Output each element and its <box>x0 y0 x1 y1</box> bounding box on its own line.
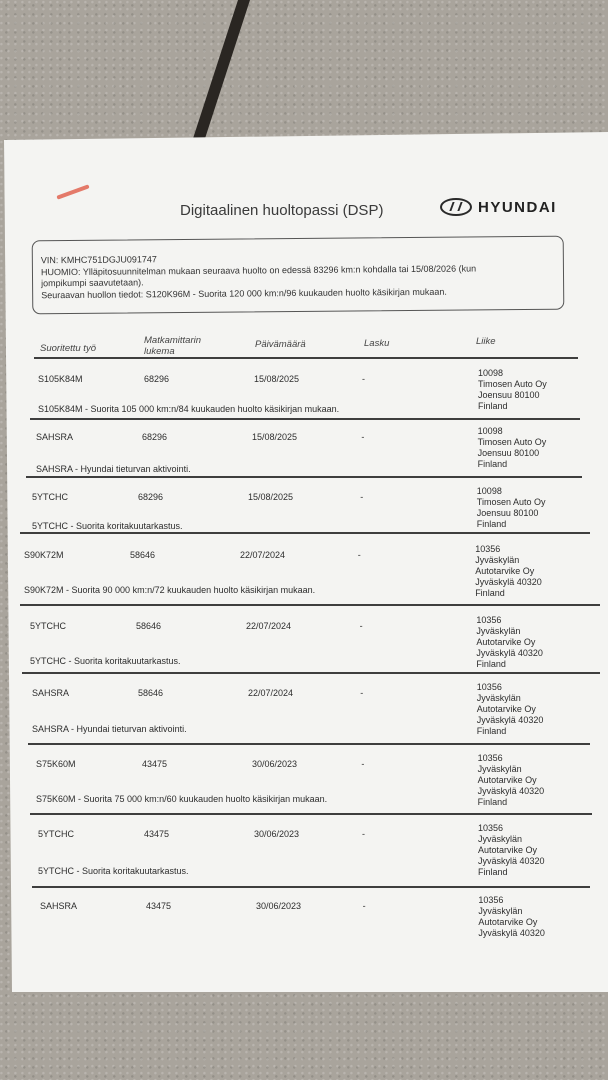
dealer-line: 10356 <box>478 895 504 905</box>
dealer-line: 10356 <box>478 823 504 833</box>
dealer-line: Jyväskylä 40320 <box>476 648 543 658</box>
service-date: 30/06/2023 <box>254 829 300 839</box>
service-description: SAHSRA - Hyundai tieturvan aktivointi. <box>32 724 187 734</box>
brand-name: HYUNDAI <box>478 198 557 216</box>
row-separator <box>20 604 600 606</box>
header-date: Päivämäärä <box>255 339 306 350</box>
dealer-line: Jyväskylä 40320 <box>478 928 545 938</box>
dealer-line: Finland <box>475 588 505 598</box>
service-code: 5YTCHC <box>38 829 75 839</box>
dealer-line: Finland <box>478 401 508 411</box>
dealer-line: 10098 <box>478 368 504 378</box>
odometer-value: 43475 <box>142 759 168 769</box>
odometer-value: 68296 <box>138 492 164 502</box>
dealer-line: Jyväskylän <box>477 764 522 774</box>
header-odometer-2: lukema <box>144 346 175 357</box>
floor-crack <box>189 0 250 150</box>
service-date: 22/07/2024 <box>248 688 294 698</box>
dealer-info <box>478 426 547 470</box>
invoice-value: - <box>362 374 365 384</box>
row-separator <box>28 743 590 745</box>
dealer-line: Finland <box>478 867 508 877</box>
row-separator <box>34 357 578 359</box>
invoice-value: - <box>360 492 364 502</box>
dealer-line: Joensuu 80100 <box>476 508 539 518</box>
dealer-line: Autotarvike Oy <box>478 917 538 927</box>
dealer-line: 10356 <box>477 753 503 763</box>
header-invoice: Lasku <box>364 338 390 349</box>
dealer-line: 10356 <box>475 544 501 554</box>
service-description: S75K60M - Suorita 75 000 km:n/60 kuukauden huolto käsikirjan mukaan. <box>36 794 328 804</box>
dealer-line: Jyväskylän <box>475 555 520 565</box>
dealer-info <box>478 368 547 412</box>
service-description: S90K72M - Suorita 90 000 km:n/72 kuukauden huolto käsikirjan mukaan. <box>24 585 316 595</box>
dealer-line: 10098 <box>477 426 503 436</box>
dealer-line: Jyväskylän <box>478 906 523 916</box>
dealer-line: Autotarvike Oy <box>476 704 536 714</box>
odometer-value: 43475 <box>146 901 172 911</box>
service-date: 15/08/2025 <box>254 374 300 384</box>
dealer-line: Finland <box>477 797 508 807</box>
service-description: 5YTCHC - Suorita koritakuutarkastus. <box>30 656 181 666</box>
odometer-value: 58646 <box>130 550 156 560</box>
dealer-line: Finland <box>477 459 508 469</box>
service-description: 5YTCHC - Suorita koritakuutarkastus. <box>32 521 183 531</box>
service-description: SAHSRA - Hyundai tieturvan aktivointi. <box>36 464 191 474</box>
header-odometer-1: Matkamittarin <box>144 335 202 346</box>
invoice-value: - <box>362 901 366 911</box>
vin-line: VIN: KMHC751DGJU091747 <box>40 254 157 266</box>
dealer-line: Autotarvike Oy <box>478 845 538 855</box>
row-separator <box>26 476 582 478</box>
dealer-line: Jyväskylän <box>478 834 523 844</box>
notice-box <box>32 236 565 315</box>
dealer-info <box>478 823 545 878</box>
invoice-value: - <box>357 550 361 560</box>
dealer-line: Autotarvike Oy <box>475 566 535 576</box>
row-separator <box>30 813 592 815</box>
dealer-line: Timosen Auto Oy <box>476 497 546 507</box>
dealer-line: Autotarvike Oy <box>477 775 537 785</box>
dealer-line: Finland <box>476 726 507 736</box>
brand <box>440 198 557 216</box>
dealer-line: Jyväskylän <box>476 626 521 636</box>
service-date: 22/07/2024 <box>240 550 286 560</box>
dealer-line: Joensuu 80100 <box>477 448 540 458</box>
next-service-line: Seuraavan huollon tiedot: S120K96M - Suorita 120 000 km:n/96 kuukauden huolto käsikirjan mukaan. <box>41 286 447 300</box>
warning-line-1: HUOMIO: Ylläpitosuunnitelman mukaan seuraava huolto on edessä 83296 km:n kohdalla tai 15/08/2026 (kun <box>40 262 477 277</box>
dealer-info <box>475 544 542 599</box>
odometer-value: 43475 <box>144 829 170 839</box>
dealer-line: Timosen Auto Oy <box>477 437 547 447</box>
dealer-line: Jyväskylä 40320 <box>476 715 544 725</box>
service-date: 15/08/2025 <box>252 432 298 442</box>
row-separator <box>22 672 600 674</box>
invoice-value: - <box>361 432 365 442</box>
dealer-line: Timosen Auto Oy <box>478 379 547 389</box>
invoice-value: - <box>362 829 365 839</box>
row-separator <box>32 886 590 888</box>
warning-line-2: jompikumpi saavutetaan). <box>41 277 144 289</box>
dealer-line: Finland <box>476 519 507 529</box>
service-code: SAHSRA <box>32 688 70 698</box>
odometer-value: 58646 <box>138 688 164 698</box>
header-work: Suoritettu työ <box>40 343 96 354</box>
service-code: SAHSRA <box>36 432 74 442</box>
service-date: 30/06/2023 <box>256 901 302 911</box>
dealer-info <box>478 753 545 808</box>
service-description: S105K84M - Suorita 105 000 km:n/84 kuukauden huolto käsikirjan mukaan. <box>38 404 340 414</box>
dealer-line: Jyväskylä 40320 <box>475 577 542 587</box>
dealer-line: Jyväskylän <box>476 693 521 703</box>
row-separator <box>30 418 580 420</box>
dealer-line: Joensuu 80100 <box>478 390 540 400</box>
service-description: 5YTCHC - Suorita koritakuutarkastus. <box>38 866 189 876</box>
service-code: 5YTCHC <box>32 492 69 502</box>
service-code: SAHSRA <box>40 901 78 911</box>
odometer-value: 58646 <box>136 621 162 631</box>
dealer-line: Autotarvike Oy <box>476 637 536 647</box>
document-title: Digitaalinen huoltopassi (DSP) <box>180 202 384 219</box>
service-code: S90K72M <box>24 550 64 560</box>
dealer-line: Jyväskylä 40320 <box>478 856 545 866</box>
service-date: 30/06/2023 <box>252 759 298 769</box>
dealer-line: 10098 <box>476 486 502 496</box>
row-separator <box>20 532 590 534</box>
dealer-line: Jyväskylä 40320 <box>477 786 545 796</box>
dealer-line: 10356 <box>476 682 502 692</box>
dealer-info <box>478 895 545 939</box>
service-code: S75K60M <box>36 759 76 769</box>
dealer-line: 10356 <box>476 615 502 625</box>
service-code: S105K84M <box>38 374 83 384</box>
dealer-line: Finland <box>476 659 506 669</box>
header-dealer: Liike <box>476 336 496 347</box>
service-code: 5YTCHC <box>30 621 67 631</box>
service-date: 15/08/2025 <box>248 492 294 502</box>
service-date: 22/07/2024 <box>246 621 292 631</box>
odometer-value: 68296 <box>144 374 170 384</box>
dealer-info <box>477 486 546 530</box>
invoice-value: - <box>360 688 364 698</box>
hyundai-logo-icon <box>440 198 472 216</box>
dealer-info <box>476 615 543 670</box>
dealer-info <box>477 682 544 737</box>
invoice-value: - <box>361 759 365 769</box>
invoice-value: - <box>359 621 363 631</box>
odometer-value: 68296 <box>142 432 168 442</box>
